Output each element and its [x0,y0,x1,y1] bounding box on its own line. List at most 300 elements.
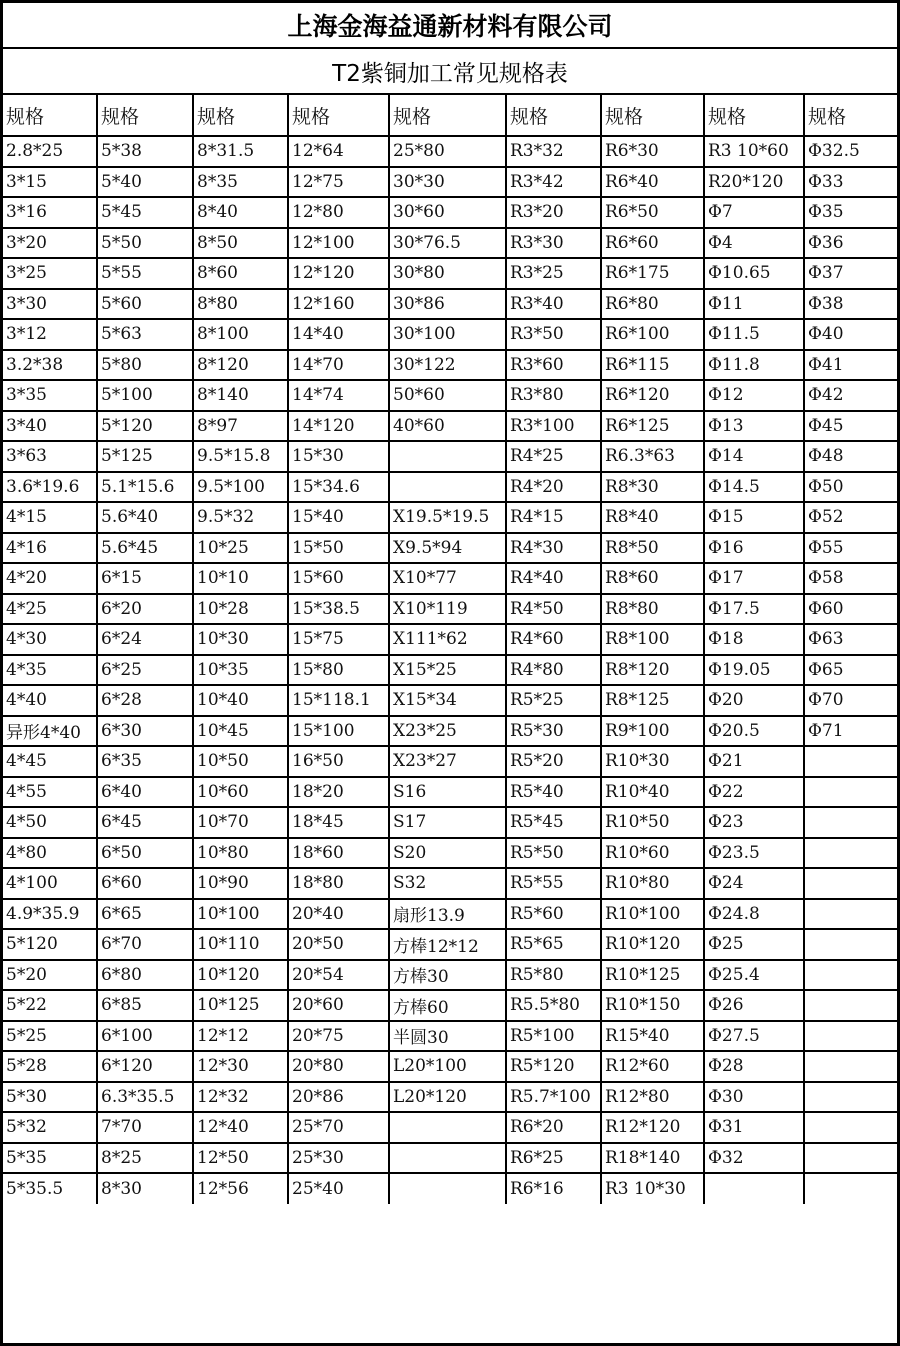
spec-cell: R10*60 [601,838,704,869]
spec-cell: R3 10*60 [704,136,804,167]
spec-cell: 6*80 [97,960,193,991]
column-header: 规格 [601,95,704,136]
spec-cell: 30*60 [389,197,506,228]
spec-cell [389,1112,506,1143]
spec-cell: Φ48 [804,441,897,472]
spec-cell: R5*45 [506,807,601,838]
spec-cell: 30*86 [389,289,506,320]
spec-cell: Φ42 [804,380,897,411]
spec-cell: 9.5*15.8 [193,441,288,472]
spec-cell: R3*30 [506,228,601,259]
spec-cell: 6*85 [97,990,193,1021]
spec-cell: 5*38 [97,136,193,167]
spec-cell: 5*45 [97,197,193,228]
spec-cell: R4*20 [506,472,601,503]
spec-cell: 12*32 [193,1082,288,1113]
spec-cell [804,1143,897,1174]
table-row [3,319,897,350]
spec-cell: 40*60 [389,411,506,442]
spec-cell: 20*60 [288,990,389,1021]
spec-cell: R8*40 [601,502,704,533]
spec-cell: 5*28 [3,1051,97,1082]
spec-cell: Φ17.5 [704,594,804,625]
spec-cell: Φ33 [804,167,897,198]
spec-cell: X15*34 [389,685,506,716]
spec-cell: Φ13 [704,411,804,442]
spec-cell: Φ63 [804,624,897,655]
table-row [3,136,897,167]
spec-cell: Φ40 [804,319,897,350]
spec-cell: R5.5*80 [506,990,601,1021]
spec-cell: 5*30 [3,1082,97,1113]
spec-cell: 6*40 [97,777,193,808]
spec-cell: R12*80 [601,1082,704,1113]
spec-cell: 20*50 [288,929,389,960]
spec-cell: R3*42 [506,167,601,198]
spec-cell: Φ17 [704,563,804,594]
spec-cell: 25*40 [288,1173,389,1204]
spec-cell: R6*30 [601,136,704,167]
spec-cell: Φ23 [704,807,804,838]
spec-cell: R10*50 [601,807,704,838]
table-row [3,685,897,716]
header-row [3,95,897,136]
spec-cell: S20 [389,838,506,869]
spec-cell: Φ65 [804,655,897,686]
spec-cell: Φ19.05 [704,655,804,686]
spec-cell: R10*40 [601,777,704,808]
spec-cell: 12*56 [193,1173,288,1204]
spec-cell: R3*32 [506,136,601,167]
spec-cell: 20*54 [288,960,389,991]
spec-cell: Φ30 [704,1082,804,1113]
spec-cell: 8*50 [193,228,288,259]
spec-cell: 15*100 [288,716,389,747]
spec-cell: R6*120 [601,380,704,411]
spec-cell [389,472,506,503]
spec-cell: 30*80 [389,258,506,289]
spec-cell: R6*175 [601,258,704,289]
spec-cell: 8*25 [97,1143,193,1174]
spec-cell: Φ45 [804,411,897,442]
spec-cell: 5*125 [97,441,193,472]
spec-cell: Φ20.5 [704,716,804,747]
spec-cell: 6*60 [97,868,193,899]
spec-cell [804,838,897,869]
spec-cell: 4*25 [3,594,97,625]
spec-cell [804,746,897,777]
spec-cell: Φ22 [704,777,804,808]
spec-cell [804,1051,897,1082]
spec-cell: 16*50 [288,746,389,777]
table-subtitle [3,49,897,95]
spec-cell: Φ14 [704,441,804,472]
spec-cell: 10*120 [193,960,288,991]
spec-cell: R6*25 [506,1143,601,1174]
spec-cell: Φ31 [704,1112,804,1143]
spec-cell: 7*70 [97,1112,193,1143]
spec-cell [389,441,506,472]
spec-cell: 12*12 [193,1021,288,1052]
spec-cell: 30*30 [389,167,506,198]
spec-cell: R8*125 [601,685,704,716]
spec-cell: 15*60 [288,563,389,594]
spec-cell: R15*40 [601,1021,704,1052]
table-row [3,594,897,625]
table-row [3,380,897,411]
spec-cell: 18*60 [288,838,389,869]
table-row [3,716,897,747]
spec-cell: 6*65 [97,899,193,930]
spec-cell: 8*100 [193,319,288,350]
spec-cell: 3*63 [3,441,97,472]
spec-cell: 3*20 [3,228,97,259]
spec-cell: R3*25 [506,258,601,289]
spec-cell: L20*120 [389,1082,506,1113]
spec-cell: 12*40 [193,1112,288,1143]
table-row [3,838,897,869]
table-row [3,563,897,594]
table-row [3,533,897,564]
spec-cell: R10*30 [601,746,704,777]
spec-cell: 20*80 [288,1051,389,1082]
spec-cell: X23*25 [389,716,506,747]
spec-cell: 5.6*40 [97,502,193,533]
spec-cell: 12*75 [288,167,389,198]
spec-cell: R5*100 [506,1021,601,1052]
spec-cell: 10*70 [193,807,288,838]
spec-cell: 方棒60 [389,990,506,1021]
table-row [3,289,897,320]
spec-cell: 8*140 [193,380,288,411]
column-header: 规格 [3,95,97,136]
spec-cell: 10*45 [193,716,288,747]
table-row [3,441,897,472]
spec-cell: 10*35 [193,655,288,686]
table-row [3,167,897,198]
spec-cell: 6*70 [97,929,193,960]
spec-cell: 10*25 [193,533,288,564]
spec-cell: 50*60 [389,380,506,411]
spec-cell: 30*122 [389,350,506,381]
spec-cell: 6*35 [97,746,193,777]
spec-cell: Φ7 [704,197,804,228]
spec-cell [804,1112,897,1143]
table-row [3,868,897,899]
spec-cell: 25*30 [288,1143,389,1174]
spec-cell: 12*160 [288,289,389,320]
spec-cell: R4*30 [506,533,601,564]
spec-cell: 6*28 [97,685,193,716]
spec-cell: R3*80 [506,380,601,411]
spec-cell: R5*40 [506,777,601,808]
spec-cell: R5*20 [506,746,601,777]
spec-cell: 10*100 [193,899,288,930]
spec-cell: 10*80 [193,838,288,869]
spec-cell: R5*60 [506,899,601,930]
spec-cell: X9.5*94 [389,533,506,564]
spec-cell: R20*120 [704,167,804,198]
table-row [3,350,897,381]
spec-cell [804,990,897,1021]
table-row [3,990,897,1021]
spec-cell [804,807,897,838]
spec-cell: R4*25 [506,441,601,472]
spec-cell: R18*140 [601,1143,704,1174]
spec-cell: R3*20 [506,197,601,228]
column-header: 规格 [704,95,804,136]
spec-cell: 5*63 [97,319,193,350]
spec-cell: 6*25 [97,655,193,686]
spec-cell: L20*100 [389,1051,506,1082]
spec-cell: R6.3*63 [601,441,704,472]
spec-cell: 4*55 [3,777,97,808]
spec-cell: 10*60 [193,777,288,808]
spec-cell: Φ35 [804,197,897,228]
column-header: 规格 [506,95,601,136]
table-row [3,472,897,503]
spec-cell: 10*110 [193,929,288,960]
spec-cell: 15*34.6 [288,472,389,503]
spec-cell: 12*80 [288,197,389,228]
spec-cell: 5.6*45 [97,533,193,564]
spec-cell: 5*120 [3,929,97,960]
spec-cell: 4*45 [3,746,97,777]
spec-cell: 15*30 [288,441,389,472]
spec-cell: R12*60 [601,1051,704,1082]
company-title-text: 上海金海益通新材料有限公司 [287,12,613,41]
spec-cell: R6*16 [506,1173,601,1204]
spec-cell: R4*15 [506,502,601,533]
table-row [3,899,897,930]
spec-cell: Φ11.5 [704,319,804,350]
spec-cell: 3*25 [3,258,97,289]
spec-cell: 20*75 [288,1021,389,1052]
spec-table [3,95,897,1204]
table-row [3,746,897,777]
table-row [3,624,897,655]
spec-cell: 5*35.5 [3,1173,97,1204]
spec-cell: 8*120 [193,350,288,381]
spec-sheet [3,3,897,1343]
spec-cell: 5.1*15.6 [97,472,193,503]
spec-cell: R4*50 [506,594,601,625]
spec-cell: 5*55 [97,258,193,289]
spec-cell: 25*70 [288,1112,389,1143]
spec-cell: X10*119 [389,594,506,625]
spec-cell: R5.7*100 [506,1082,601,1113]
spec-cell: 5*35 [3,1143,97,1174]
spec-cell: 3.2*38 [3,350,97,381]
spec-cell: 5*22 [3,990,97,1021]
spec-cell [804,777,897,808]
table-row [3,411,897,442]
spec-cell: Φ18 [704,624,804,655]
table-row [3,502,897,533]
spec-cell: R12*120 [601,1112,704,1143]
spec-cell: 18*80 [288,868,389,899]
spec-cell: Φ23.5 [704,838,804,869]
spec-cell: 14*120 [288,411,389,442]
spec-cell: Φ26 [704,990,804,1021]
spec-cell: 3*12 [3,319,97,350]
table-row [3,777,897,808]
spec-cell: R4*40 [506,563,601,594]
spec-cell: 3*40 [3,411,97,442]
spec-cell [804,868,897,899]
table-row [3,1143,897,1174]
spec-cell: 4*30 [3,624,97,655]
table-row [3,1112,897,1143]
spec-cell [389,1143,506,1174]
column-header: 规格 [804,95,897,136]
spec-cell: R8*50 [601,533,704,564]
spec-cell: 12*64 [288,136,389,167]
spec-cell: Φ11.8 [704,350,804,381]
spec-cell: 15*80 [288,655,389,686]
spec-cell: 6*45 [97,807,193,838]
spec-cell: 20*40 [288,899,389,930]
spec-cell: 3*35 [3,380,97,411]
spec-cell: 方棒12*12 [389,929,506,960]
table-row [3,929,897,960]
spec-cell: R3*50 [506,319,601,350]
spec-cell [804,1173,897,1204]
spec-cell: Φ10.65 [704,258,804,289]
spec-cell: 8*30 [97,1173,193,1204]
spec-cell: 5*50 [97,228,193,259]
spec-cell: 5*120 [97,411,193,442]
spec-cell: Φ15 [704,502,804,533]
spec-cell: 3.6*19.6 [3,472,97,503]
spec-cell: Φ14.5 [704,472,804,503]
spec-cell: 6*15 [97,563,193,594]
spec-cell: X23*27 [389,746,506,777]
spec-cell: 8*40 [193,197,288,228]
spec-cell: R9*100 [601,716,704,747]
spec-cell: 6*50 [97,838,193,869]
spec-cell: 15*118.1 [288,685,389,716]
spec-cell: 4*80 [3,838,97,869]
spec-cell: 30*100 [389,319,506,350]
spec-cell: 4*35 [3,655,97,686]
table-row [3,197,897,228]
spec-cell: R6*125 [601,411,704,442]
spec-cell: Φ36 [804,228,897,259]
spec-cell: 15*40 [288,502,389,533]
spec-cell: 3*30 [3,289,97,320]
spec-cell [804,899,897,930]
spec-cell: 9.5*32 [193,502,288,533]
spec-cell: Φ55 [804,533,897,564]
spec-cell: R6*80 [601,289,704,320]
spec-cell: Φ32 [704,1143,804,1174]
spec-cell: R3*40 [506,289,601,320]
column-header: 规格 [97,95,193,136]
spec-cell: S17 [389,807,506,838]
spec-cell: 5*80 [97,350,193,381]
spec-cell: 25*80 [389,136,506,167]
spec-cell: Φ25 [704,929,804,960]
spec-cell: 8*80 [193,289,288,320]
spec-cell: Φ60 [804,594,897,625]
company-title [3,3,897,49]
spec-cell: 4*50 [3,807,97,838]
spec-cell: 方棒30 [389,960,506,991]
spec-cell: 30*76.5 [389,228,506,259]
column-header: 规格 [389,95,506,136]
spec-cell: R6*50 [601,197,704,228]
spec-cell: R5*50 [506,838,601,869]
spec-cell: 14*40 [288,319,389,350]
spec-cell [804,960,897,991]
spec-cell: Φ24.8 [704,899,804,930]
spec-cell: 5*40 [97,167,193,198]
spec-cell: 4*40 [3,685,97,716]
spec-cell: 异形4*40 [3,716,97,747]
spec-cell: R3*60 [506,350,601,381]
spec-cell: Φ71 [804,716,897,747]
spec-cell: 12*30 [193,1051,288,1082]
spec-cell: 20*86 [288,1082,389,1113]
spec-cell: X19.5*19.5 [389,502,506,533]
spec-cell: 15*38.5 [288,594,389,625]
spec-cell: S32 [389,868,506,899]
spec-cell: 4*16 [3,533,97,564]
spec-cell: X111*62 [389,624,506,655]
spec-cell: 15*50 [288,533,389,564]
spec-cell: 3*15 [3,167,97,198]
spec-cell [704,1173,804,1204]
spec-cell: X10*77 [389,563,506,594]
spec-cell: 4*15 [3,502,97,533]
spec-cell: R5*30 [506,716,601,747]
spec-cell: 6*100 [97,1021,193,1052]
spec-cell: 5*20 [3,960,97,991]
spec-cell: Φ16 [704,533,804,564]
spec-cell: 10*28 [193,594,288,625]
spec-cell: 10*125 [193,990,288,1021]
table-row [3,655,897,686]
spec-cell: Φ20 [704,685,804,716]
table-row [3,1021,897,1052]
spec-cell: Φ32.5 [804,136,897,167]
table-row [3,1082,897,1113]
spec-cell: 12*120 [288,258,389,289]
spec-cell: R4*60 [506,624,601,655]
spec-cell: 10*30 [193,624,288,655]
spec-cell: 8*31.5 [193,136,288,167]
spec-cell: Φ41 [804,350,897,381]
spec-cell: 10*90 [193,868,288,899]
spec-cell: 18*45 [288,807,389,838]
table-row [3,228,897,259]
spec-cell [804,1021,897,1052]
spec-cell: R8*60 [601,563,704,594]
spec-cell: S16 [389,777,506,808]
spec-cell: R10*100 [601,899,704,930]
spec-cell: Φ4 [704,228,804,259]
spec-cell: 14*70 [288,350,389,381]
spec-cell: X15*25 [389,655,506,686]
spec-cell: 4.9*35.9 [3,899,97,930]
spec-cell [389,1173,506,1204]
spec-cell: R6*60 [601,228,704,259]
spec-cell: Φ25.4 [704,960,804,991]
spec-cell: Φ70 [804,685,897,716]
spec-cell: Φ50 [804,472,897,503]
spec-cell: Φ21 [704,746,804,777]
